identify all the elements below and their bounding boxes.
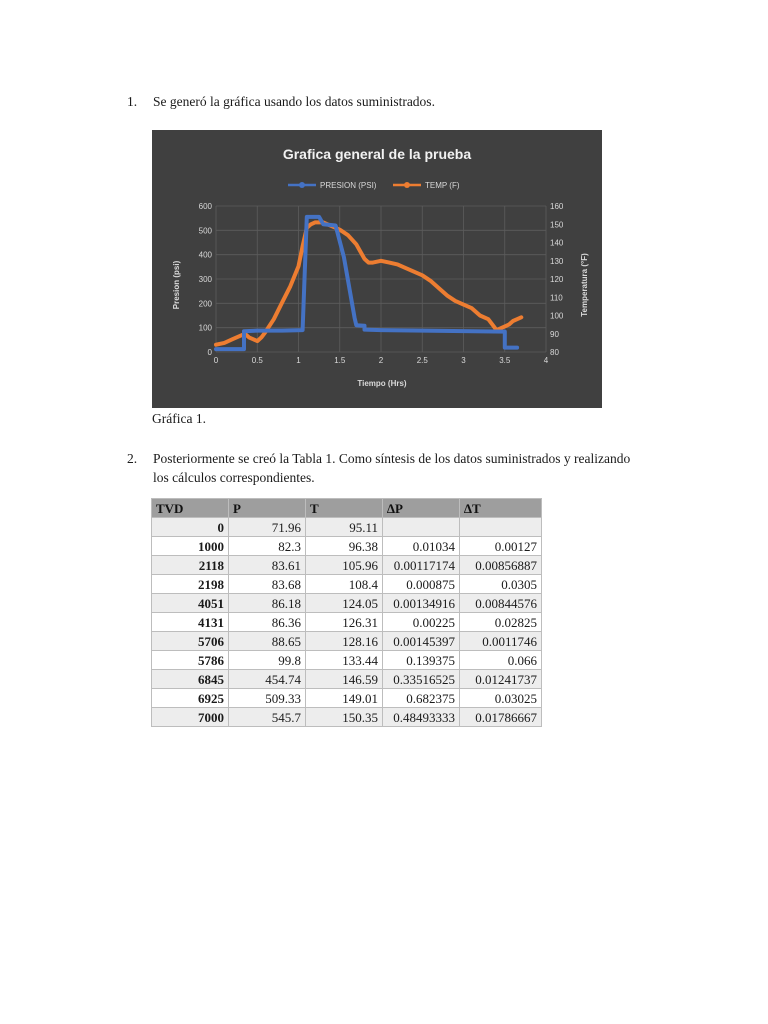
y-tick-label: 100 <box>198 323 212 333</box>
cell-p: 545.7 <box>229 708 306 727</box>
y-tick-label: 300 <box>198 275 212 284</box>
cell-tvd: 6925 <box>152 689 229 708</box>
cell-delta-t: 0.066 <box>460 651 542 670</box>
cell-delta-p: 0.00117174 <box>383 556 460 575</box>
cell-tvd: 7000 <box>152 708 229 727</box>
cell-t: 150.35 <box>306 708 383 727</box>
cell-tvd: 5706 <box>152 632 229 651</box>
y-tick-label: 600 <box>198 202 212 211</box>
cell-tvd: 2198 <box>152 575 229 594</box>
chart-container <box>152 130 602 408</box>
cell-delta-p: 0.00145397 <box>383 632 460 651</box>
cell-delta-t: 0.01786667 <box>460 708 542 727</box>
y2-tick-label: 80 <box>550 348 559 357</box>
y2-tick-label: 90 <box>550 329 559 339</box>
cell-t: 124.05 <box>306 594 383 613</box>
col-header-tvd: TVD <box>152 499 229 518</box>
cell-delta-p: 0.33516525 <box>383 670 460 689</box>
x-tick-label: 3 <box>461 356 466 365</box>
cell-t: 146.59 <box>306 670 383 689</box>
cell-p: 509.33 <box>229 689 306 708</box>
y2-tick-label: 100 <box>550 311 564 321</box>
cell-tvd: 0 <box>152 518 229 537</box>
cell-t: 149.01 <box>306 689 383 708</box>
chart-title: Grafica general de la prueba <box>282 146 472 162</box>
cell-delta-t: 0.00127 <box>460 537 542 556</box>
y2-tick-label: 130 <box>550 256 564 266</box>
x-tick-label: 3.5 <box>499 356 511 365</box>
cell-delta-t: 0.0305 <box>460 575 542 594</box>
series-line-presion <box>216 217 517 349</box>
cell-tvd: 6845 <box>152 670 229 689</box>
cell-t: 108.4 <box>306 575 383 594</box>
table-row <box>152 689 542 708</box>
cell-delta-p: 0.01034 <box>383 537 460 556</box>
list-number: 2. <box>127 451 138 466</box>
col-header-t: T <box>306 499 383 518</box>
cell-delta-p: 0.48493333 <box>383 708 460 727</box>
table-row <box>152 594 542 613</box>
cell-tvd: 4051 <box>152 594 229 613</box>
cell-delta-t: 0.01241737 <box>460 670 542 689</box>
cell-tvd: 2118 <box>152 556 229 575</box>
list-item-2 <box>127 449 647 489</box>
cell-tvd: 4131 <box>152 613 229 632</box>
cell-p: 99.8 <box>229 651 306 670</box>
cell-t: 105.96 <box>306 556 383 575</box>
x-axis-label: Tiempo (Hrs) <box>357 379 407 388</box>
cell-delta-p: 0.00225 <box>383 613 460 632</box>
cell-p: 454.74 <box>229 670 306 689</box>
x-tick-label: 2.5 <box>416 356 428 365</box>
cell-delta-t <box>460 518 542 537</box>
cell-t: 95.11 <box>306 518 383 537</box>
legend-marker-temp <box>404 182 410 188</box>
cell-p: 71.96 <box>229 518 306 537</box>
cell-p: 83.68 <box>229 575 306 594</box>
legend-marker-presion <box>299 182 305 188</box>
x-tick-label: 4 <box>543 356 549 365</box>
legend-label-presion: PRESION (PSI) <box>320 181 377 190</box>
y2-tick-label: 110 <box>550 293 563 303</box>
series-line-temp <box>216 222 521 344</box>
cell-delta-p: 0.000875 <box>383 575 460 594</box>
cell-t: 128.16 <box>306 632 383 651</box>
legend-label-temp: TEMP (F) <box>425 181 460 190</box>
cell-t: 133.44 <box>306 651 383 670</box>
col-header-delta-t: ∆T <box>460 499 542 518</box>
cell-tvd: 1000 <box>152 537 229 556</box>
data-table <box>151 498 542 727</box>
col-header-delta-p: ∆P <box>383 499 460 518</box>
cell-p: 86.36 <box>229 613 306 632</box>
x-tick-label: 1.5 <box>334 356 346 365</box>
y-tick-label: 200 <box>198 299 212 309</box>
cell-delta-t: 0.00856887 <box>460 556 542 575</box>
y-tick-label: 0 <box>207 348 212 357</box>
table-row <box>152 537 542 556</box>
cell-tvd: 5786 <box>152 651 229 670</box>
cell-t: 96.38 <box>306 537 383 556</box>
x-tick-label: 1 <box>296 356 301 365</box>
y2-tick-label: 160 <box>550 202 564 211</box>
table-row <box>152 518 542 537</box>
list-text: Se generó la gráfica usando los datos suministrados. <box>153 94 435 109</box>
list-number: 1. <box>127 94 138 109</box>
cell-p: 82.3 <box>229 537 306 556</box>
cell-delta-p: 0.682375 <box>383 689 460 708</box>
chart-series <box>216 217 521 349</box>
chart-svg <box>152 130 602 408</box>
cell-delta-t: 0.02825 <box>460 613 542 632</box>
x-tick-label: 0.5 <box>251 356 263 365</box>
y2-tick-label: 120 <box>550 275 564 284</box>
table-row <box>152 575 542 594</box>
cell-delta-t: 0.00844576 <box>460 594 542 613</box>
y2-tick-label: 140 <box>550 238 564 248</box>
col-header-p: P <box>229 499 306 518</box>
table-row <box>152 632 542 651</box>
table-row <box>152 670 542 689</box>
table-row <box>152 651 542 670</box>
cell-delta-t: 0.0011746 <box>460 632 542 651</box>
chart-caption: Gráfica 1. <box>152 411 206 426</box>
cell-t: 126.31 <box>306 613 383 632</box>
cell-p: 86.18 <box>229 594 306 613</box>
table-row <box>152 556 542 575</box>
cell-delta-p: 0.00134916 <box>383 594 460 613</box>
cell-delta-p: 0.139375 <box>383 651 460 670</box>
table-row <box>152 613 542 632</box>
chart-legend <box>288 181 460 190</box>
y-tick-label: 500 <box>198 226 212 236</box>
x-tick-label: 0 <box>213 356 219 365</box>
list-item-1 <box>127 92 647 112</box>
cell-p: 83.61 <box>229 556 306 575</box>
y-axis-label: Presion (psi) <box>172 260 181 310</box>
list-text: Posteriormente se creó la Tabla 1. Como síntesis de los datos suministrados y realizando los cálculos correspondientes. <box>153 451 631 485</box>
y2-axis-label: Temperatura (°F) <box>580 253 589 317</box>
table-header-row <box>152 499 542 518</box>
table-row <box>152 708 542 727</box>
x-tick-label: 2 <box>378 356 384 365</box>
cell-p: 88.65 <box>229 632 306 651</box>
cell-delta-p <box>383 518 460 537</box>
cell-delta-t: 0.03025 <box>460 689 542 708</box>
y-tick-label: 400 <box>198 250 212 260</box>
y2-tick-label: 150 <box>550 220 564 230</box>
